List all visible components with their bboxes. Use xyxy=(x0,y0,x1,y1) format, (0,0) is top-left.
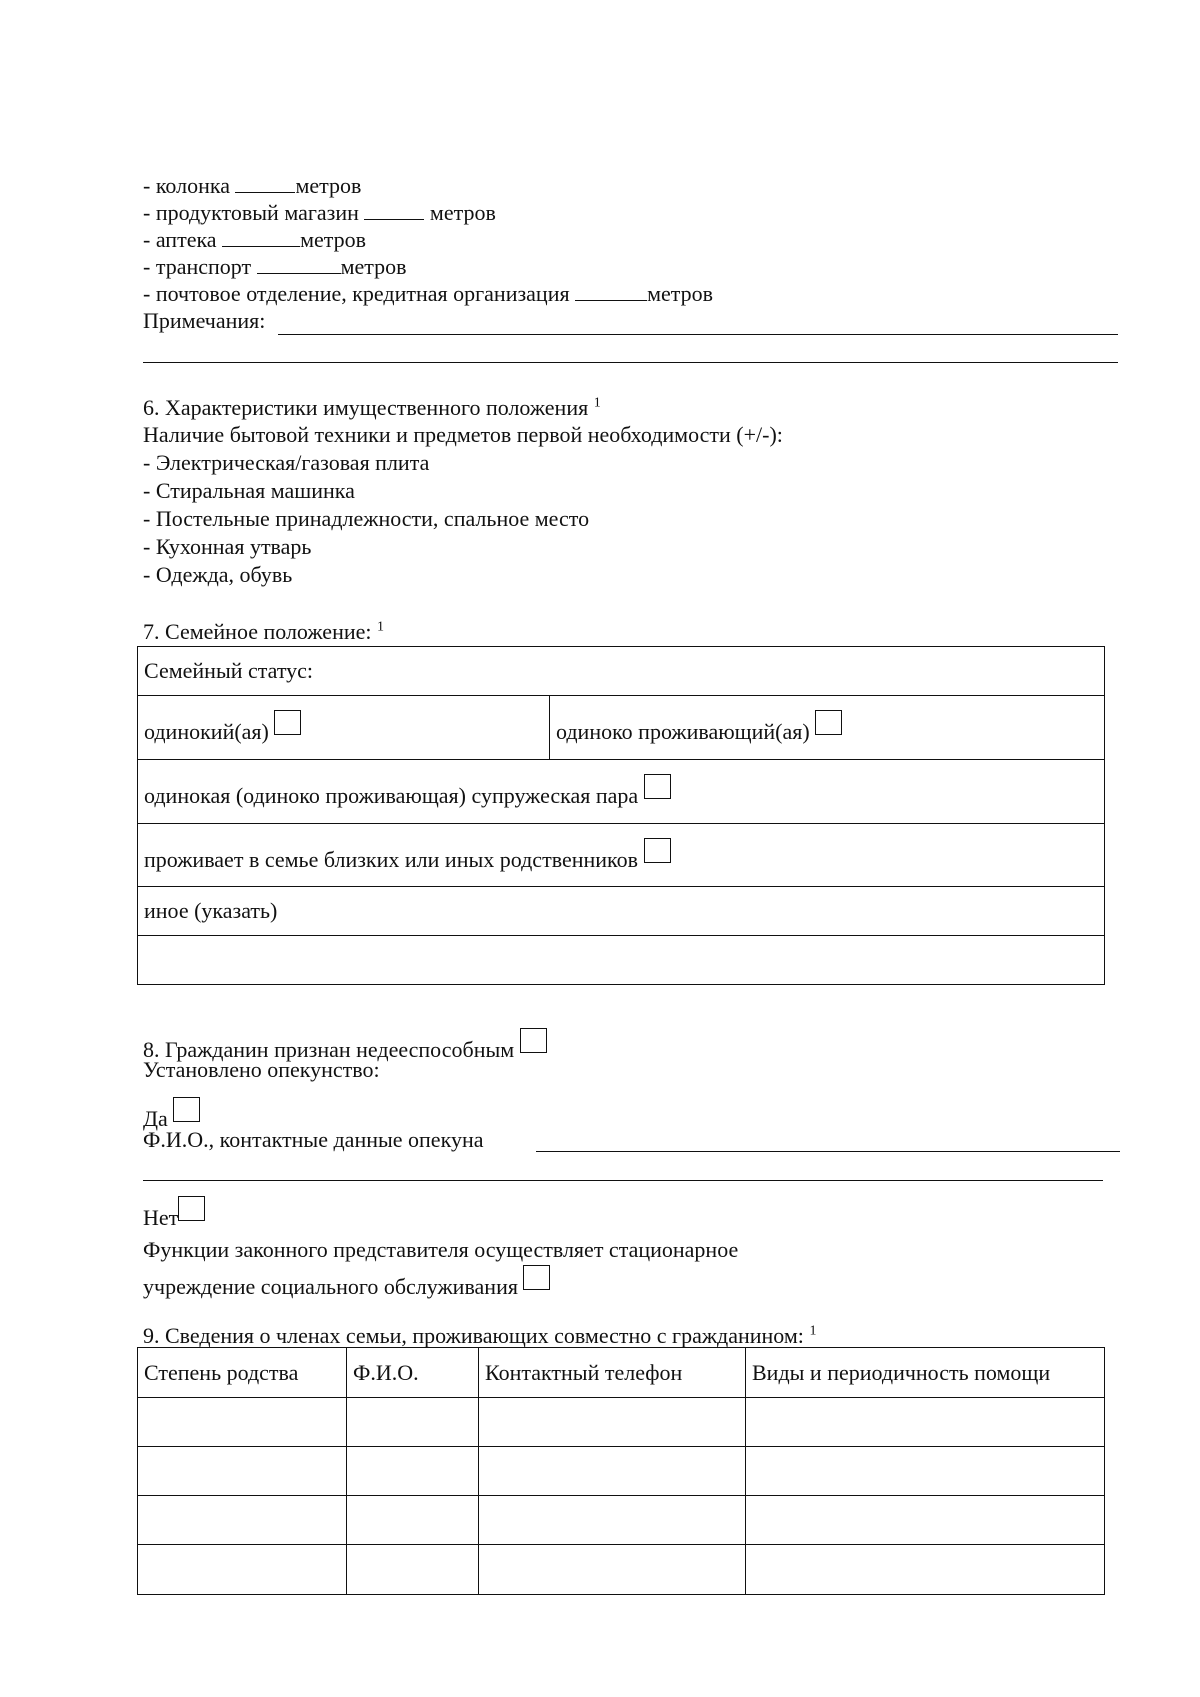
marital-status-other-label: иное (указать) xyxy=(138,887,1105,936)
guardianship-yes-checkbox[interactable] xyxy=(173,1097,200,1122)
distance-transport xyxy=(143,253,407,281)
guardianship-label: Установлено опекунство: xyxy=(143,1057,380,1082)
family-cell-phone[interactable] xyxy=(479,1398,746,1447)
guardian-line-2[interactable] xyxy=(143,1180,1103,1181)
marital-status-couple-label: одинокая (одиноко проживающая) супружеская пара xyxy=(144,783,644,808)
marital-status-single-label: одинокий(ая) xyxy=(144,719,275,744)
guardianship-no xyxy=(143,1196,205,1232)
guardian-label: Ф.И.О., контактные данные опекуна xyxy=(143,1127,484,1152)
guardian-line-1[interactable] xyxy=(536,1151,1120,1152)
section6-item-stove: - Электрическая/газовая плита xyxy=(143,450,430,475)
section6-title-text: 6. Характеристики имущественного положения xyxy=(143,395,594,420)
family-header-name: Ф.И.О. xyxy=(347,1348,479,1398)
family-cell-relation[interactable] xyxy=(138,1545,347,1595)
institution-line-2 xyxy=(143,1265,550,1301)
marital-status-relatives-checkbox[interactable] xyxy=(644,838,671,863)
distance-grocery xyxy=(143,199,496,227)
table-row xyxy=(138,1496,1105,1545)
table-row xyxy=(138,1545,1105,1595)
family-cell-name[interactable] xyxy=(347,1447,479,1496)
distance-grocery-blank[interactable] xyxy=(364,199,424,220)
distance-grocery-unit: метров xyxy=(424,200,496,225)
marital-status-living-alone-checkbox[interactable] xyxy=(815,710,842,735)
distance-well-blank[interactable] xyxy=(235,172,295,193)
family-members-table xyxy=(137,1347,1105,1595)
family-cell-name[interactable] xyxy=(347,1398,479,1447)
family-cell-relation[interactable] xyxy=(138,1447,347,1496)
notes-line-2[interactable] xyxy=(143,362,1118,363)
institution-line-1: Функции законного представителя осуществляет стационарное xyxy=(143,1237,739,1262)
distance-post-label: - почтовое отделение, кредитная организация xyxy=(143,281,576,306)
table-row xyxy=(138,1398,1105,1447)
marital-status-table xyxy=(137,646,1105,985)
distance-well xyxy=(143,172,361,200)
distance-transport-label: - транспорт xyxy=(143,254,257,279)
distance-post-unit: метров xyxy=(647,281,714,306)
marital-status-relatives-cell xyxy=(138,824,1105,887)
section6-item-bedding: - Постельные принадлежности, спальное место xyxy=(143,506,590,531)
family-cell-name[interactable] xyxy=(347,1545,479,1595)
incapacity-checkbox[interactable] xyxy=(520,1028,547,1053)
distance-transport-unit: метров xyxy=(340,254,407,279)
family-cell-phone[interactable] xyxy=(479,1447,746,1496)
distance-well-label: - колонка xyxy=(143,173,236,198)
section6-item-kitchenware: - Кухонная утварь xyxy=(143,534,312,559)
marital-status-couple-cell xyxy=(138,760,1105,824)
section6-item-clothing: - Одежда, обувь xyxy=(143,562,293,587)
marital-status-living-alone-label: одиноко проживающий(ая) xyxy=(556,719,816,744)
section7-footnote: 1 xyxy=(377,619,384,635)
marital-status-single-checkbox[interactable] xyxy=(274,710,301,735)
family-cell-help[interactable] xyxy=(746,1398,1105,1447)
family-cell-relation[interactable] xyxy=(138,1398,347,1447)
distance-transport-blank[interactable] xyxy=(257,253,341,274)
notes-line-1[interactable] xyxy=(278,334,1118,335)
section6-item-washer: - Стиральная машинка xyxy=(143,478,355,503)
section7-title-text: 7. Семейное положение: xyxy=(143,619,377,644)
institution-label: учреждение социального обслуживания xyxy=(143,1274,524,1299)
section6-footnote: 1 xyxy=(593,395,601,411)
distance-well-unit: метров xyxy=(295,173,362,198)
section6-intro: Наличие бытовой техники и предметов первой необходимости (+/-): xyxy=(143,422,783,447)
section7-title xyxy=(143,618,384,646)
family-cell-relation[interactable] xyxy=(138,1496,347,1545)
distance-pharmacy-unit: метров xyxy=(300,227,367,252)
family-header-relation: Степень родства xyxy=(138,1348,347,1398)
family-cell-help[interactable] xyxy=(746,1447,1105,1496)
guardianship-no-checkbox[interactable] xyxy=(178,1196,205,1221)
distance-post xyxy=(143,280,713,308)
table-row xyxy=(138,1447,1105,1496)
marital-status-couple-checkbox[interactable] xyxy=(644,774,671,799)
distance-post-blank[interactable] xyxy=(575,280,647,301)
section9-title xyxy=(143,1322,816,1350)
section9-title-text: 9. Сведения о членах семьи, проживающих совместно с гражданином: xyxy=(143,1323,810,1348)
marital-status-relatives-label: проживает в семье близких или иных родственников xyxy=(144,846,644,872)
family-cell-phone[interactable] xyxy=(479,1545,746,1595)
section8-title: 8. Гражданин признан недееспособным xyxy=(143,1037,520,1062)
notes-label: Примечания: xyxy=(143,308,266,333)
family-header-phone: Контактный телефон xyxy=(479,1348,746,1398)
family-cell-help[interactable] xyxy=(746,1496,1105,1545)
family-cell-help[interactable] xyxy=(746,1545,1105,1595)
marital-status-other-input[interactable] xyxy=(138,936,1105,985)
marital-status-label: Семейный статус: xyxy=(138,647,1105,696)
marital-status-living-alone-cell xyxy=(550,696,1105,760)
distance-grocery-label: - продуктовый магазин xyxy=(143,200,365,225)
distance-pharmacy-blank[interactable] xyxy=(222,226,300,247)
marital-status-single-cell xyxy=(138,696,550,760)
institution-checkbox[interactable] xyxy=(523,1265,550,1290)
guardianship-no-label: Нет xyxy=(143,1205,179,1230)
guardianship-yes-label: Да xyxy=(143,1106,174,1131)
distance-pharmacy xyxy=(143,226,366,254)
family-header-help: Виды и периодичность помощи xyxy=(746,1348,1105,1398)
family-cell-name[interactable] xyxy=(347,1496,479,1545)
family-cell-phone[interactable] xyxy=(479,1496,746,1545)
distance-pharmacy-label: - аптека xyxy=(143,227,223,252)
section9-footnote: 1 xyxy=(809,1323,817,1339)
section6-title xyxy=(143,394,601,422)
